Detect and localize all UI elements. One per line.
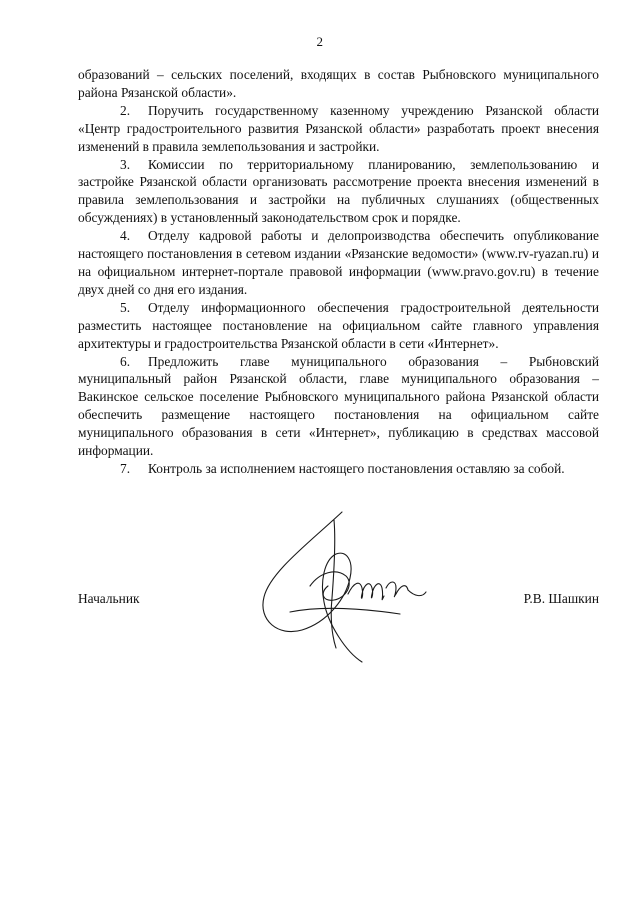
paragraph-text: Комиссии по территориальному планированию, землепользованию и застройке Рязанской области организовать рассмотрение проекта внесения изменений в правила землепользования и застройки на публичных слушаниях (общественных обсуждениях) в установленный законодательством срок и порядке.	[78, 156, 599, 226]
paragraph-number: 7.	[120, 460, 131, 476]
handwritten-signature	[250, 502, 440, 672]
paragraph-2	[78, 102, 599, 156]
paragraph-text: Предложить главе муниципального образования – Рыбновский муниципальный район Рязанской области, главе муниципального образования – Вакинское сельское поселение Рыбновского муниципального района Рязанской области обеспечить размещение настоящего постановления на официальном сайте муниципального образования в сети «Интернет», публикацию в средствах массовой информации.	[78, 353, 599, 459]
signatory-name: Р.В. Шашкин	[523, 591, 599, 606]
paragraph-6	[78, 353, 599, 460]
signature-block	[78, 591, 599, 611]
paragraph-number: 4.	[120, 228, 131, 244]
paragraph-text: Контроль за исполнением настоящего постановления оставляю за собой.	[148, 460, 565, 476]
document-body	[78, 66, 599, 478]
paragraph-text: Поручить государственному казенному учреждению Рязанской области «Центр градостроительного развития Рязанской области» разработать проект внесения изменений в правила землепользования и застройки.	[78, 102, 599, 154]
paragraph-continuation	[78, 66, 599, 102]
paragraph-number: 2.	[120, 102, 131, 118]
paragraph-number: 5.	[120, 299, 131, 315]
paragraph-3	[78, 156, 599, 228]
paragraph-4	[78, 227, 599, 299]
paragraph-number: 6.	[120, 353, 131, 369]
paragraph-text: Отделу информационного обеспечения градостроительной деятельности разместить настоящее постановление на официальном сайте главного управления архитектуры и градостроительства Рязанской области в сети «Интернет».	[78, 299, 599, 351]
paragraph-7	[78, 460, 599, 478]
paragraph-text: образований – сельских поселений, входящих в состав Рыбновского муниципального района Рязанской области».	[78, 67, 599, 100]
paragraph-text: Отделу кадровой работы и делопроизводства обеспечить опубликование настоящего постановления в сетевом издании «Рязанские ведомости» (www.rv-ryazan.ru) и на официальном интернет-портале правовой информации (www.pravo.gov.ru) в течение двух дней со дня его издания.	[78, 228, 599, 297]
page-number: 2	[316, 34, 324, 49]
paragraph-5	[78, 299, 599, 353]
paragraph-number: 3.	[120, 156, 131, 172]
signatory-title: Начальник	[78, 591, 140, 606]
